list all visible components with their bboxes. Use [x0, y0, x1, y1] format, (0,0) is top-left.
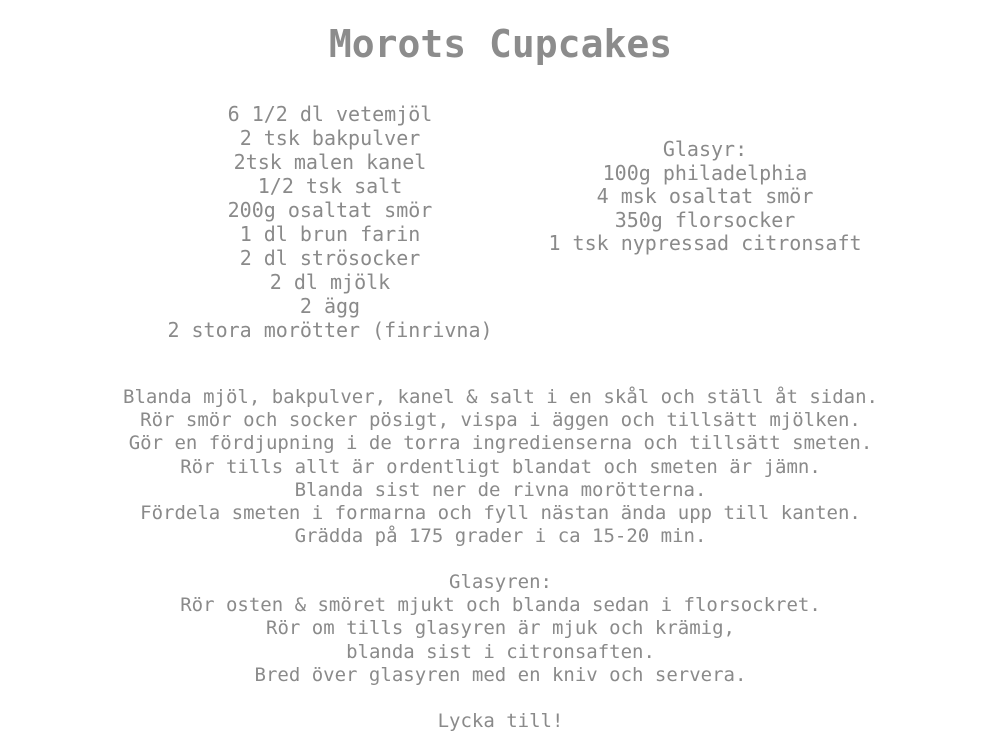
glaze-instruction-line: Rör om tills glasyren är mjuk och krämig, [266, 617, 735, 640]
glaze-item: 4 msk osaltat smör [596, 184, 814, 208]
instruction-line: Blanda sist ner de rivna morötterna. [294, 478, 707, 501]
instruction-line: Gör en fördjupning i de torra ingredienserna och tillsätt smeten. [128, 432, 873, 455]
glaze-item: 100g philadelphia [602, 160, 808, 185]
instruction-line: Blanda mjöl, bakpulver, kanel & salt i en skål och ställ åt sidan. [123, 386, 878, 408]
ingredient-item: 2 ägg [299, 294, 361, 318]
signoff: Lycka till! [437, 710, 564, 732]
glaze-item: 350g florsocker [614, 207, 796, 232]
glaze-instruction-line: blanda sist i citronsaften. [346, 640, 655, 663]
ingredient-item: 1/2 tsk salt [257, 174, 403, 198]
ingredient-item: 2tsk malen kanel [233, 150, 427, 174]
instruction-line: Rör tills allt är ordentligt blandat och smeten är jämn. [180, 455, 821, 478]
glaze-heading: Glasyr: [662, 137, 748, 161]
ingredient-item: 1 dl brun farin [239, 222, 421, 246]
glaze-instructions [0, 571, 1001, 687]
glaze-instruction-line: Rör osten & smöret mjukt och blanda sedan i florsockret. [180, 594, 821, 617]
ingredient-item: 200g osaltat smör [227, 198, 433, 222]
instruction-line: Fördela smeten i formarna och fyll nästan ända upp till kanten. [140, 502, 861, 525]
ingredient-item: 2 dl mjölk [269, 270, 391, 294]
ingredient-item: 2 dl strösocker [239, 246, 421, 270]
glaze-instruction-line: Bred över glasyren med en kniv och servera. [254, 663, 747, 686]
instruction-line: Rör smör och socker pösigt, vispa i äggen och tillsätt mjölken. [140, 409, 861, 432]
ingredient-item: 2 stora morötter (finrivna) [167, 318, 493, 342]
ingredient-item: 6 1/2 dl vetemjöl [227, 102, 433, 126]
glaze-instructions-heading: Glasyren: [449, 571, 552, 593]
baking-instructions [0, 386, 1001, 548]
recipe-title: Morots Cupcakes [328, 22, 673, 66]
ingredient-item: 2 tsk bakpulver [239, 126, 421, 150]
glaze-item: 1 tsk nypressad citronsaft [548, 231, 862, 255]
ingredients-list [130, 102, 530, 342]
instruction-line: Grädda på 175 grader i ca 15-20 min. [294, 525, 707, 548]
glaze-ingredients [520, 138, 890, 256]
